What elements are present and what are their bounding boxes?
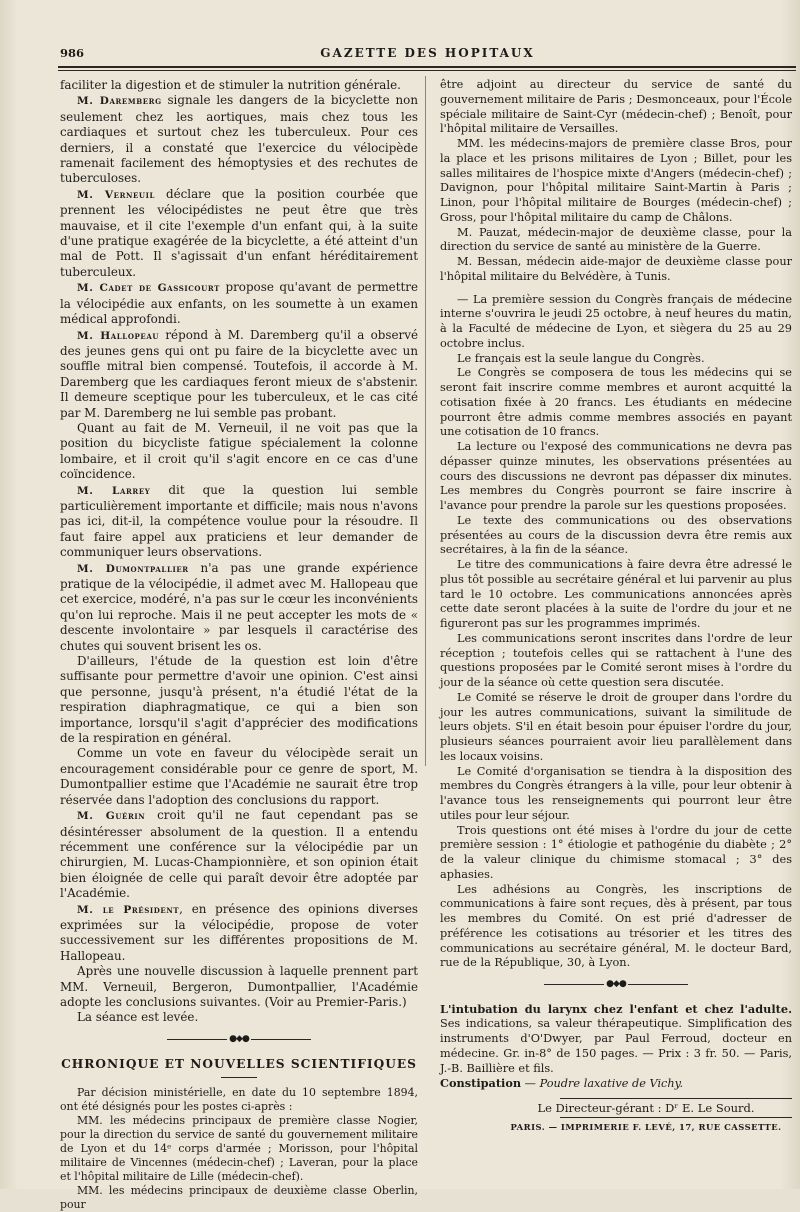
paragraph: Le Congrès se composera de tous les médecins qui se seront fait inscrire comme membres et auront acquitté la cotisation fixée à 20 francs. Les étudiants en médecine pourront être admis comme membres associés en payant une cotisation de 10 francs. — [440, 366, 792, 439]
ad-product: Poudre laxative de Vichy. — [539, 1077, 684, 1091]
paragraph: — La première session du Congrès français de médecine interne s'ouvrira le jeudi 25 octobre, à neuf heures du matin, à la Faculté de médecine de Lyon, et siègera du 25 au 29 octobre inclus. — [440, 292, 792, 350]
paragraph — [60, 808, 418, 901]
paragraph: MM. les médecins principaux de première classe Nogier, pour la direction du service de santé du gouvernement militaire de Lyon et du 14ᵉ corps d'armée ; Morisson, pour l'hôpital militaire de Vincennes (médecin-chef) ; Laveran, pour la place et l'hôpital militaire de Lille (médecin-chef). — [60, 1113, 418, 1183]
paragraph — [60, 328, 418, 421]
right-column — [440, 78, 792, 1135]
speaker-name: M. Verneuil — [77, 188, 156, 201]
paragraph: La séance est levée. — [77, 1010, 199, 1025]
ad-dash: — — [521, 1077, 540, 1091]
paragraph — [60, 483, 418, 561]
paragraph: Quant au fait de M. Verneuil, il ne voit pas que la position du bicycliste fatigue spécialement la colonne lombaire, et il croit qu'il s'agit encore en ce cas d'une coïncidence. — [60, 420, 418, 482]
footer-rule — [560, 1117, 792, 1118]
section-heading: CHRONIQUE ET NOUVELLES SCIENTIFIQUES — [61, 1057, 417, 1072]
speaker-name: M. Cadet de Gassicourt — [77, 282, 220, 295]
heading-rule — [221, 1077, 257, 1078]
paragraph — [60, 280, 418, 327]
paragraph: Le Comité se réserve le droit de grouper dans l'ordre du jour les autres communications, suivant la similitude de leurs objets. S'il en était besoin pour épuiser l'ordre du jour, plusieurs séances pourraient avoir lieu parallèlement dans les locaux voisins. — [440, 690, 792, 763]
paragraph: Les communications seront inscrites dans l'ordre de leur réception ; toutefois celles qui se rattachent à l'une des questions proposées par le Comité seront mises à l'ordre du jour de la séance où cette question sera discutée. — [440, 631, 792, 689]
paragraph: Le français est la seule langue du Congrès. — [457, 351, 705, 365]
paragraph — [60, 561, 418, 654]
paragraph: Le Comité d'organisation se tiendra à la disposition des membres du Congrès étrangers à la ville, pour leur obtenir à l'avance tous les renseignements qui pourront leur être utiles pour leur séjour. — [440, 764, 792, 822]
header-rule-thick — [58, 66, 796, 68]
paragraph: D'ailleurs, l'étude de la question est loin d'être suffisante pour permettre d'avoir une opinion. C'est ainsi que personne, jusqu'à présent, n'a étudié l'état de la respiration diaphragmatique, ce qui a bien son importance, lorsqu'il s'agit d'apprécier des modifications de la respiration en général. — [60, 654, 418, 746]
paragraph — [60, 187, 418, 280]
paragraph: M. Bessan, médecin aide-major de deuxième classe pour l'hôpital militaire du Belvédère, à Tunis. — [440, 255, 792, 283]
paragraph — [60, 902, 418, 965]
director-signature: Le Directeur-gérant : Dʳ E. Le Sourd. — [537, 1101, 755, 1116]
speaker-name: M. Dumontpallier — [77, 562, 189, 575]
page-header — [60, 46, 795, 66]
advertisement — [440, 1076, 792, 1092]
book-title: L'intubation du larynx chez l'enfant et chez l'adulte. — [440, 1001, 792, 1016]
book-details: Ses indications, sa valeur thérapeutique. Simplification des instruments d'O'Dwyer, par Paul Ferroud, docteur en médecine. Gr. in-8° de 150 pages. — Prix : 3 fr. 50. — Paris, J.-B. Baillière et fils. — [440, 1017, 792, 1075]
ad-label: Constipation — [440, 1076, 522, 1091]
speaker-name: M. Larrey — [77, 484, 151, 497]
speaker-name: M. Daremberg — [77, 95, 162, 108]
journal-title: GAZETTE DES HOPITAUX — [320, 46, 535, 60]
paragraph: M. Pauzat, médecin-major de deuxième classe, pour la direction du service de santé au ministère de la Guerre. — [440, 225, 792, 254]
paragraph: faciliter la digestion et de stimuler la nutrition générale. — [60, 78, 401, 92]
paragraph-text: dit que la question lui semble particulièrement importante et difficile; mais nous n'avons pas ici, dit-il, la compétence voulue pour la résoudre. Il faut faire appel aux praticiens et leur demander de communiquer leurs observations. — [60, 482, 418, 560]
speaker-name: M. Hallopeau — [77, 329, 160, 342]
paragraph — [60, 93, 418, 186]
paragraph: Le titre des communications à faire devra être adressé le plus tôt possible au secrétaire général et lui parvenir au plus tard le 10 octobre. Les communications annoncées après cette date seront placées à la suite de l'ordre du jour et ne figureront pas sur les programmes imprimés. — [440, 558, 792, 630]
paragraph: La lecture ou l'exposé des communications ne devra pas dépasser quinze minutes, les observations présentées au cours des discussions ne devront pas dépasser dix minutes. Les membres du Congrès pourront se faire inscrire à l'avance pour prendre la parole sur les questions proposées. — [440, 440, 792, 512]
paragraph-text: signale les dangers de la bicyclette non seulement chez les aortiques, mais chez tous les cardiaques et surtout chez les tuberculeux. Pour ces derniers, il a constaté que l'exercice du vélocipède ramenait facilement des hémoptysies et des rechutes de tuberculoses. — [60, 93, 418, 186]
paragraph-text: , en présence des opinions diverses exprimées sur la vélocipédie, propose de voter successivement sur les différentes propositions de M. Hallopeau. — [60, 901, 418, 963]
section-ornament: ●◆● — [440, 977, 792, 993]
printer-line: PARIS. — IMPRIMERIE F. LEVÉ, 17, RUE CASSETTE. — [510, 1121, 782, 1132]
page-number: 986 — [60, 46, 85, 60]
paragraph: Par décision ministérielle, en date du 10 septembre 1894, ont été désignés pour les postes ci-après : — [60, 1085, 418, 1113]
left-column — [60, 78, 418, 1212]
paragraph-text: n'a pas une grande expérience pratique de la vélocipédie, il admet avec M. Hallopeau que cet exercice, modéré, n'a pas sur le cœur les inconvénients qu'on lui reproche. Mais il ne peut accepter les mots de « descente involontaire » par lesquels il caractérise des chutes qui souvent brisent les os. — [60, 560, 419, 653]
column-divider — [425, 76, 426, 766]
paragraph-text: croit qu'il ne faut cependant pas se désintéresser absolument de la question. Il a entendu récemment une conférence sur la vélocipédie par un chirurgien, M. Lucas-Championnière, et son opinion était bien éloignée de celle qui paraît devoir être adoptée par l'Académie. — [60, 808, 418, 901]
paragraph: Comme un vote en faveur du vélocipède serait un encouragement considérable pour ce genre de sport, M. Dumontpallier estime que l'Académie ne saurait être trop réservée dans l'adoption des conclusions du rapport. — [60, 746, 418, 807]
footer-rule — [560, 1098, 792, 1099]
paragraph: Trois questions ont été mises à l'ordre du jour de cette première session : 1° étiologie et pathogénie du diabète ; 2° de la valeur clinique du chimisme stomacal ; 3° des aphasies. — [440, 823, 792, 881]
paragraph-text: répond à M. Daremberg qu'il a observé des jeunes gens qui ont pu faire de la bicyclette avec un souffle mitral bien compensé. Toutefois, il accorde à M. Daremberg que les cardiaques feront mieux de s'abstenir. Il demeure sceptique pour les tuberculeux, et le cas cité par M. Daremberg ne lui semble pas probant. — [60, 327, 418, 420]
paragraph-text: propose qu'avant de permettre la vélocipédie aux enfants, on les soumette à un examen médical approfondi. — [60, 280, 418, 327]
speaker-name: M. le Président — [77, 903, 180, 916]
paragraph: MM. les médecins-majors de première classe Bros, pour la place et les prisons militaires de Lyon ; Billet, pour les salles militaires de l'hospice mixte d'Angers (médecin-chef) ; Davignon, pour l'hôpital militaire Saint-Martin à Paris ; Linon, pour l'hôpital militaire de Bourges (médecin-chef) ; Gross, pour l'hôpital militaire du camp de Châlons. — [440, 137, 792, 224]
paragraph: Après une nouvelle discussion à laquelle prennent part MM. Verneuil, Bergeron, Dumontpallier, l'Académie adopte les conclusions suivantes. (Voir au Premier-Paris.) — [60, 964, 418, 1009]
section-ornament: ●◆● — [60, 1032, 418, 1049]
book-notice — [440, 1002, 792, 1077]
speaker-name: M. Guérin — [77, 810, 146, 823]
paragraph: Le texte des communications ou des observations présentées au cours de la discussion devra être remis aux secrétaires, à la fin de la séance. — [440, 513, 792, 557]
paragraph: MM. les médecins principaux de deuxième classe Oberlin, pour — [60, 1183, 418, 1211]
paragraph: être adjoint au directeur du service de santé du gouvernement militaire de Paris ; Desmonceaux, pour l'École spéciale militaire de Saint-Cyr (médecin-chef) ; Benoît, pour l'hôpital militaire de Versailles. — [440, 78, 792, 136]
paragraph: Les adhésions au Congrès, les inscriptions de communications à faire sont reçues, dès à présent, par tous les membres du Comité. On est prié d'adresser de préférence les cotisations au trésorier et les titres des communications au secrétaire général, M. le docteur Bard, rue de la République, 30, à Lyon. — [440, 882, 792, 970]
header-rule-thin — [58, 70, 796, 71]
paragraph-text: déclare que la position courbée que prennent les vélocipédistes ne peut être que très mauvaise, et il cite l'exemple d'un enfant qui, à la suite d'une pratique exagérée de la bicyclette, a été atteint d'un mal de Pott. Il s'agissait d'un enfant héréditairement tuberculeux. — [60, 186, 418, 279]
